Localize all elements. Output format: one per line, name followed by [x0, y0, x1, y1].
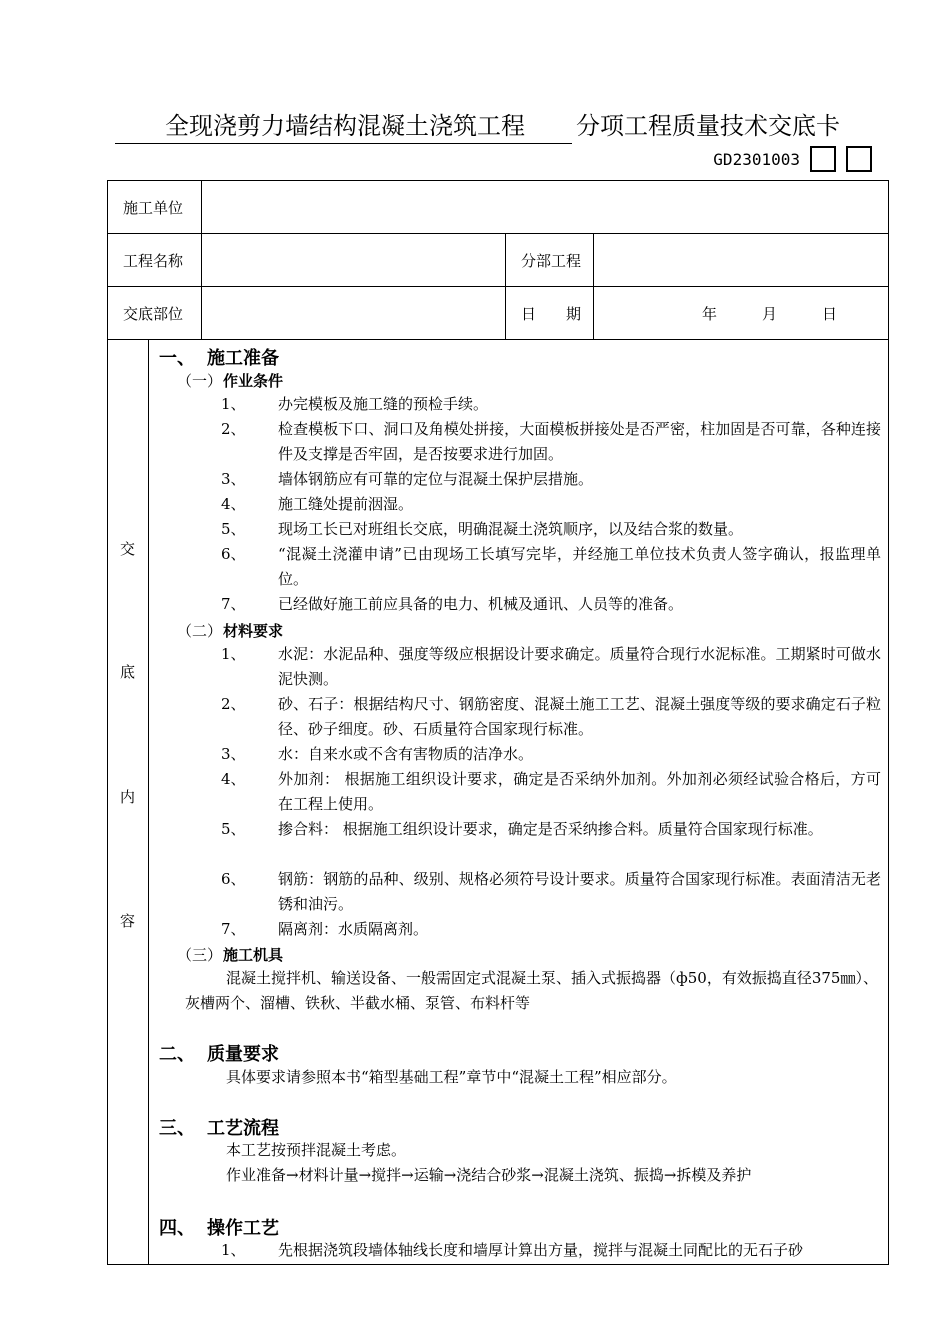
list-item: 3、 水：自来水或不含有害物质的洁净水。: [221, 745, 534, 763]
unit-label: 施工单位: [108, 181, 202, 234]
content-box: [107, 340, 889, 1265]
process-line-1: 本工艺按预拌混凝土考虑。: [226, 1141, 407, 1159]
content-area: [149, 340, 888, 1264]
list-item: 4、 施工缝处提前洇湿。: [221, 495, 414, 513]
title-card-name: 分项工程质量技术交底卡: [576, 112, 840, 140]
section-heading: 三、 工艺流程: [159, 1118, 279, 1139]
date-value[interactable]: 年 月 日: [594, 287, 889, 340]
subsection-heading: （一）作业条件: [177, 372, 284, 390]
section-heading: 一、 施工准备: [159, 348, 279, 369]
list-item: 7、 隔离剂：水质隔离剂。: [221, 920, 429, 938]
quality-paragraph: 具体要求请参照本书“箱型基础工程”章节中“混凝土工程”相应部分。: [226, 1068, 677, 1086]
sub-project-label: 分部工程: [506, 234, 594, 287]
process-line-2: 作业准备→材料计量→搅拌→运输→浇结合砂浆→混凝土浇筑、振捣→拆模及养护: [226, 1166, 752, 1184]
list-item: 1、 办完模板及施工缝的预检手续。: [221, 395, 489, 413]
list-item: 4、 外加剂： 根据施工组织设计要求，确定是否采纳外加剂。外加剂必须经试验合格后，方可在工程上使用。: [221, 770, 881, 813]
sub-project-value[interactable]: [594, 234, 889, 287]
page-title: [115, 106, 885, 140]
list-item: 3、 墙体钢筋应有可靠的定位与混凝土保护层措施。: [221, 470, 594, 488]
project-value[interactable]: [202, 234, 506, 287]
code-text: GD2301003: [713, 149, 800, 169]
side-char-2: 底: [120, 663, 136, 681]
location-label: 交底部位: [108, 287, 202, 340]
section-heading: 四、 操作工艺: [159, 1218, 279, 1239]
list-item: 1、 先根据浇筑段墙体轴线长度和墙厚计算出方量，搅拌与混凝土同配比的无石子砂: [221, 1241, 804, 1259]
side-label: [108, 340, 149, 1264]
project-label: 工程名称: [108, 234, 202, 287]
side-char-3: 内: [120, 788, 136, 806]
date-label: 日 期: [506, 287, 594, 340]
list-item: 2、 砂、石子：根据结构尺寸、钢筋密度、混凝土施工工艺、混凝土强度等级的要求确定石子粒径、砂子细度。砂、石质量符合国家现行标准。: [221, 695, 881, 738]
list-item: 6、 钢筋：钢筋的品种、级别、规格必须符号设计要求。质量符合国家现行标准。表面清洁无老锈和油污。: [221, 870, 881, 913]
info-table: [107, 180, 889, 340]
checkbox-2[interactable]: [846, 146, 872, 172]
title-project-name: 全现浇剪力墙结构混凝土浇筑工程: [115, 106, 572, 144]
list-item: 2、 检查模板下口、洞口及角模处拼接，大面模板拼接处是否严密，柱加固是否可靠，各种连接件及支撑是否牢固，是否按要求进行加固。: [221, 420, 881, 463]
document-code: [713, 146, 872, 172]
list-item: 5、 掺合料： 根据施工组织设计要求，确定是否采纳掺合料。质量符合国家现行标准。: [221, 820, 823, 838]
subsection-heading: （二）材料要求: [177, 622, 284, 640]
list-item: 7、 已经做好施工前应具备的电力、机械及通讯、人员等的准备。: [221, 595, 684, 613]
section-heading: 二、 质量要求: [159, 1044, 279, 1065]
location-value[interactable]: [202, 287, 506, 340]
unit-value[interactable]: [202, 181, 889, 234]
side-char-4: 容: [120, 912, 136, 930]
list-item: 1、 水泥：水泥品种、强度等级应根据设计要求确定。质量符合现行水泥标准。工期紧时可做水泥快测。: [221, 645, 881, 688]
list-item: 5、 现场工长已对班组长交底，明确混凝土浇筑顺序，以及结合浆的数量。: [221, 520, 744, 538]
side-char-1: 交: [120, 540, 136, 558]
checkbox-1[interactable]: [810, 146, 836, 172]
list-item: 6、 “混凝土浇灌申请”已由现场工长填写完毕，并经施工单位技术负责人签字确认，报监理单位。: [221, 545, 881, 588]
subsection-heading: （三）施工机具: [177, 946, 284, 964]
equipment-paragraph: 混凝土搅拌机、输送设备、一般需固定式混凝土泵、插入式振捣器（ф50，有效振捣直径375㎜）、灰槽两个、溜槽、铁秋、半截水桶、泵管、布料杆等: [185, 969, 878, 1012]
